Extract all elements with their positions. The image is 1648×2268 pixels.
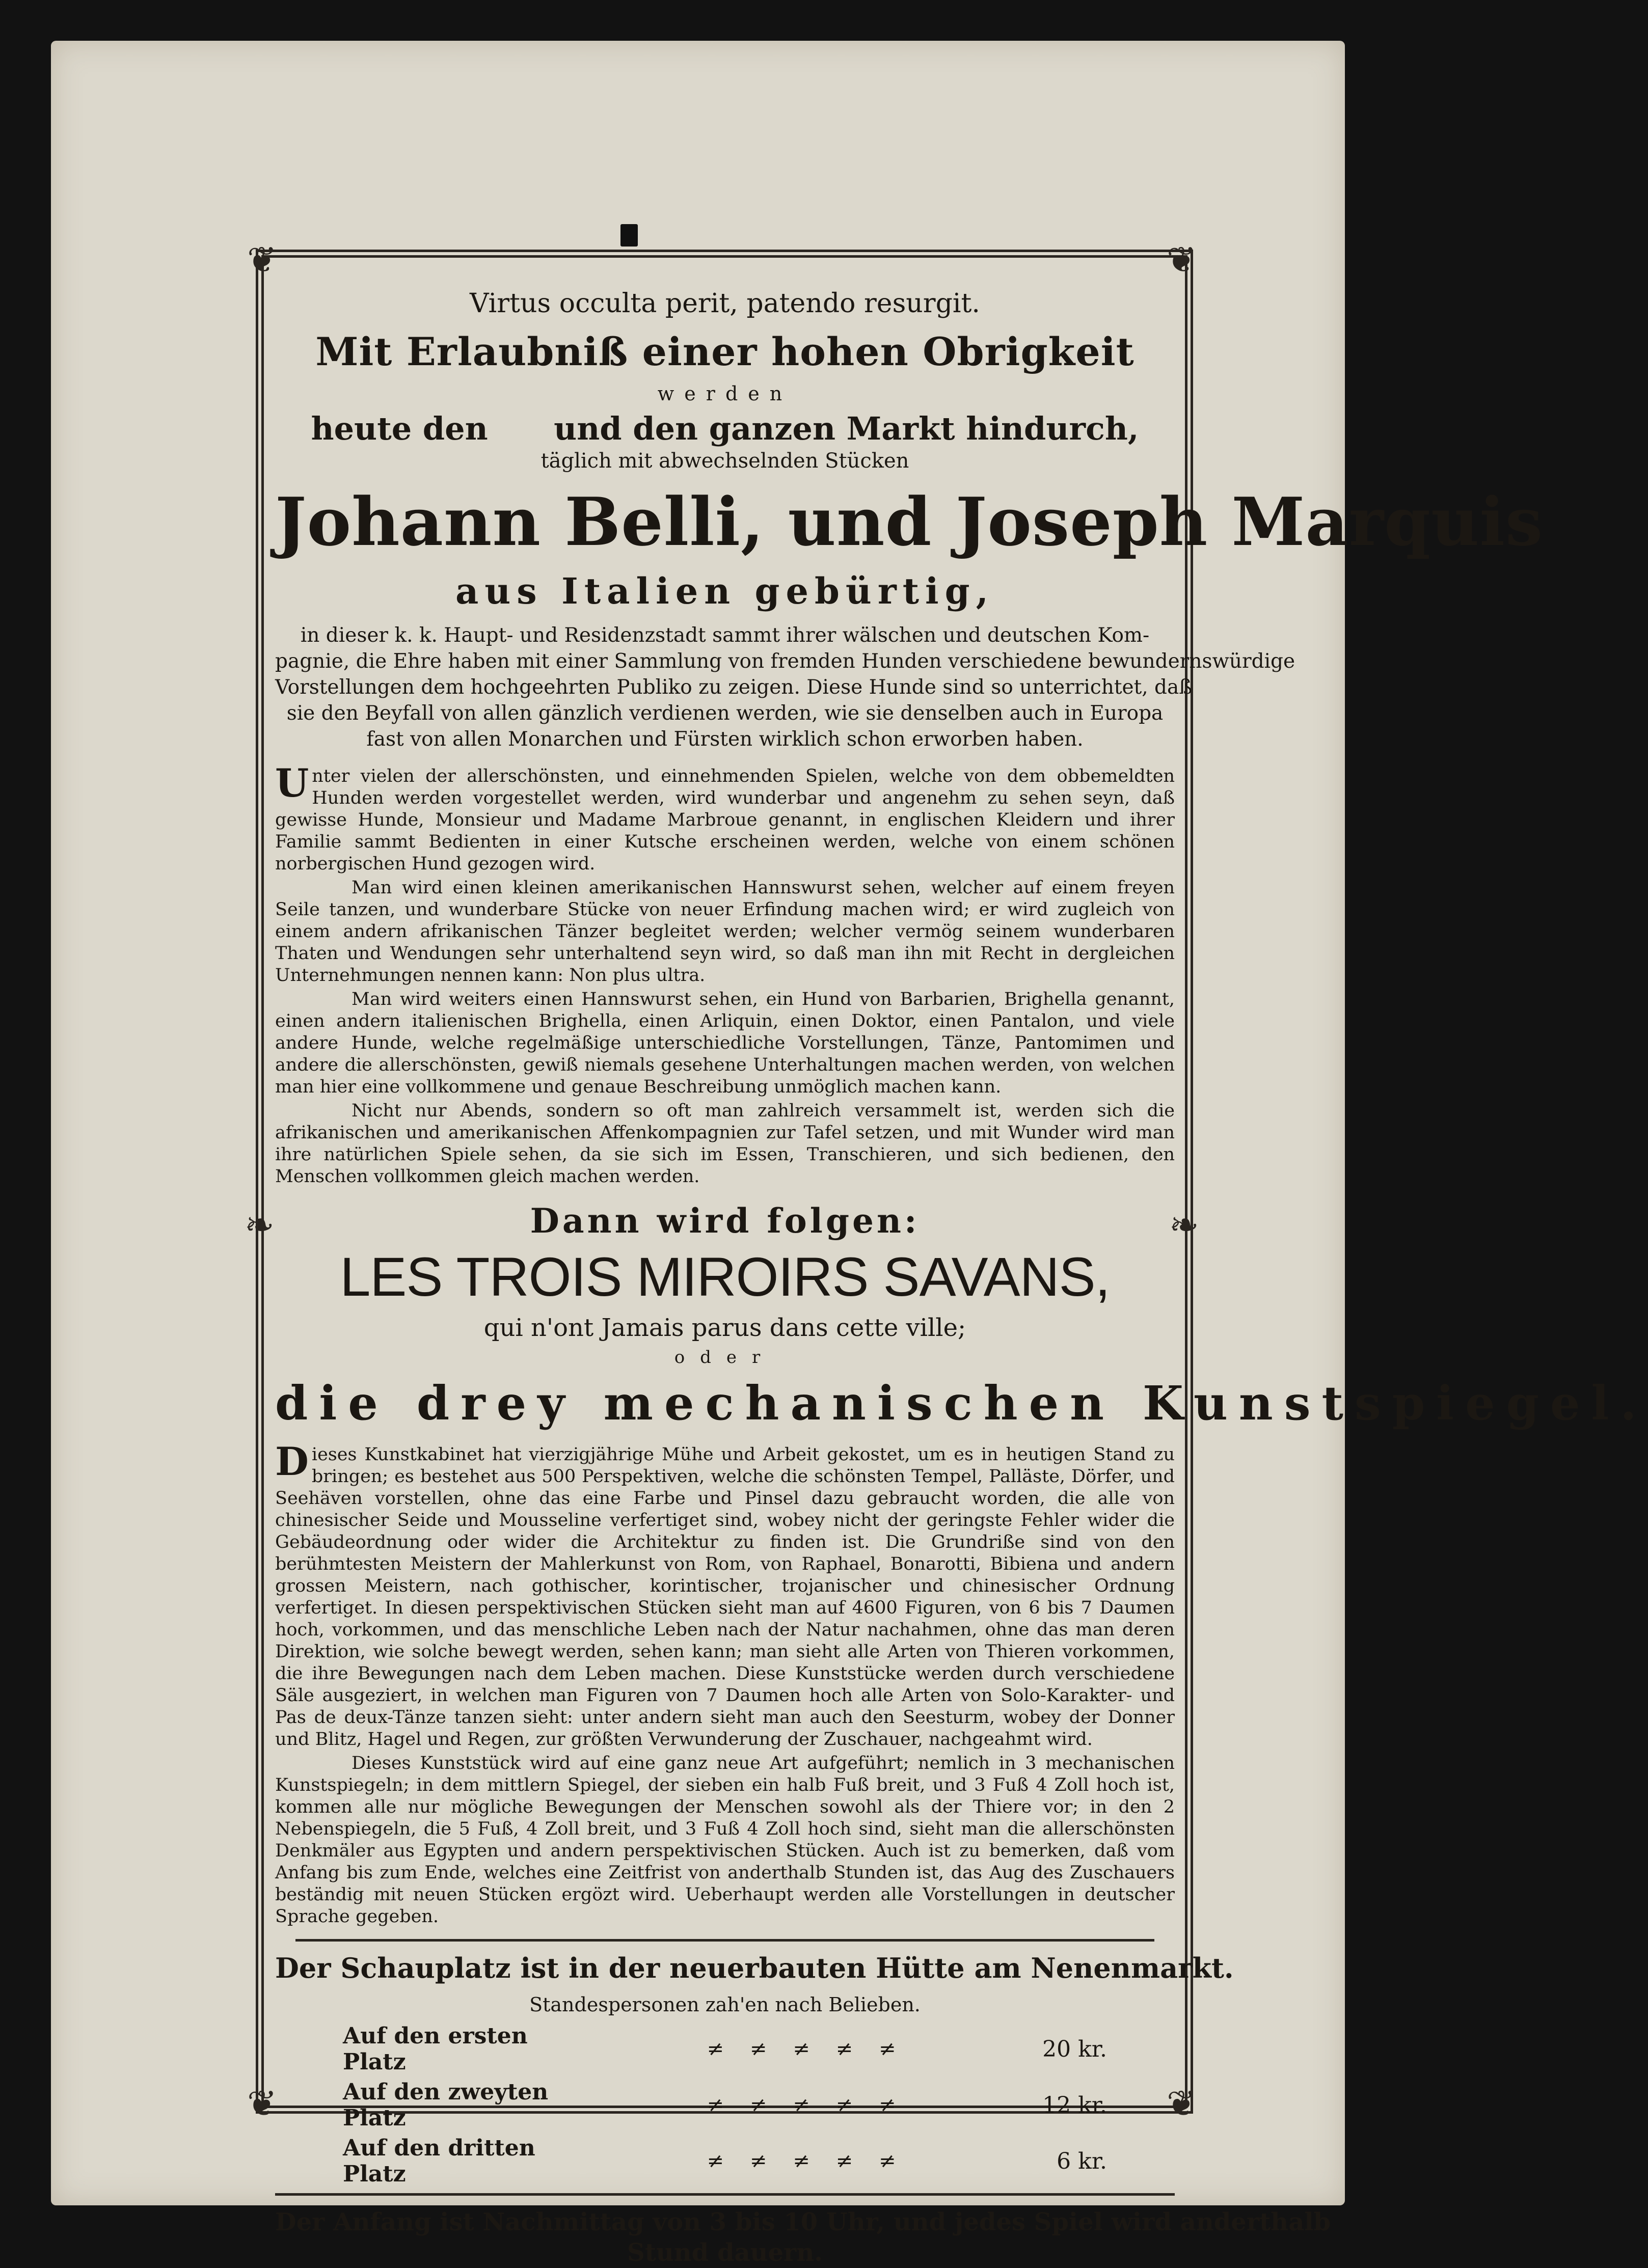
poster-content — [275, 284, 1648, 2267]
mechanical-title: die drey mechanischen Kunstspiegel. — [275, 1376, 1648, 1431]
paragraph: Dieses Kunststück wird auf eine ganz neue Art aufgeführt; nemlich in 3 mechanischen Kunstspiegeln; in dem mittlern Spiegel, der sieben ein halb Fuß breit, und 3 Fuß 4 Zoll hoch ist, kommen alle nur mögliche Bewegungen der Menschen sowohl als der Thiere vor; in den 2 Nebenspiegeln, die 5 Fuß, 4 Zoll breit, und 3 Fuß 4 Zoll hoch sind, sieht man die allerschönsten Denkmäler aus Egypten und andern perspektivischen Stücken. Auch ist zu bemerken, daß vom Anfang bis zum Ende, welches eine Zeitfrist von anderthalb Stunden ist, das Aug des Zuschauers beständig mit neuen Stücken ergözt wird. Ueberhaupt werden alle Vorstellungen in deutscher Sprache gegeben. — [275, 1753, 1175, 1927]
table-row — [343, 2077, 1107, 2133]
corner-ornament-icon: ❦ — [247, 239, 277, 281]
start-line: Stund dauern. — [627, 2238, 823, 2267]
seat-price: 20 kr. — [1042, 2036, 1107, 2062]
persons-line: Standespersonen zah'en nach Belieben. — [529, 1993, 921, 2016]
seat-price: 6 kr. — [1057, 2148, 1107, 2174]
werden-line: werden — [657, 382, 793, 405]
paragraph — [275, 1439, 1175, 1751]
price-table — [343, 2021, 1107, 2189]
table-row — [343, 2021, 1107, 2077]
intro-line: in dieser k. k. Haupt- und Residenzstadt sammt ihrer wälschen und deutschen Kom- — [300, 624, 1150, 647]
divider — [275, 2193, 1175, 2196]
origin-line: aus Italien gebürtig, — [455, 570, 994, 612]
intro-line: sie den Beyfall von allen gänzlich verdienen werden, wie sie denselben auch in Europa — [286, 702, 1164, 725]
intro-line: Vorstellungen dem hochgeehrten Publiko zu zeigen. Diese Hunde sind so unterrichtet, daß — [275, 676, 1193, 699]
follow-heading: Dann wird folgen: — [530, 1201, 920, 1241]
dots: ≠ ≠ ≠ ≠ ≠ — [707, 2149, 896, 2173]
side-ornament-icon: ❧ — [245, 1204, 275, 1246]
start-line: Der Anfang ist Nachmittag von 3 bis 10 Uhr, und jedes Spiel wird anderthalb — [275, 2208, 1331, 2236]
drop-cap: U — [275, 760, 309, 806]
paper-hole — [620, 224, 638, 247]
daily-line: täglich mit abwechselnden Stücken — [541, 449, 909, 473]
intro-line: fast von allen Monarchen und Fürsten wirklich schon erworben haben. — [366, 728, 1084, 751]
paragraph — [275, 760, 1175, 875]
motto: Virtus occulta perit, patendo resurgit. — [470, 288, 980, 319]
miroirs-title: LES TROIS MIROIRS SAVANS, — [340, 1246, 1110, 1307]
side-ornament-icon: ❧ — [1169, 1204, 1199, 1246]
mirror-description — [275, 1439, 1175, 1928]
today-line: heute den und den ganzen Markt hindurch, — [311, 410, 1139, 447]
jamais-line: qui n'ont Jamais parus dans cette ville; — [483, 1314, 966, 1342]
dog-show-description — [275, 760, 1175, 1188]
paper-sheet — [51, 41, 1648, 2267]
drop-cap: D — [275, 1439, 309, 1484]
table-row — [343, 2133, 1107, 2189]
performer-names: Johann Belli, und Joseph Marquis — [275, 483, 1544, 561]
dots: ≠ ≠ ≠ ≠ ≠ — [707, 2093, 896, 2117]
seat-price: 12 kr. — [1042, 2092, 1107, 2118]
intro-line: pagnie, die Ehre haben mit einer Sammlung von fremden Hunden verschiedene bewundernswürdige — [275, 650, 1295, 673]
corner-ornament-icon: ❦ — [1167, 2083, 1197, 2124]
corner-ornament-icon: ❦ — [247, 2083, 277, 2124]
paragraph: Nicht nur Abends, sondern so oft man zahlreich versammelt ist, werden sich die afrikanischen und amerikanischen Affenkompagnien zur Tafel setzen, und mit Wunder wird man ihre natürlichen Spiele sehen, da sie sich im Essen, Transchieren, und sich bedienen, den Menschen vollkommen gleich machen werden. — [275, 1101, 1175, 1187]
dots: ≠ ≠ ≠ ≠ ≠ — [707, 2037, 896, 2061]
divider — [295, 1939, 1154, 1942]
start-notice — [275, 2207, 1331, 2268]
paragraph-text: nter vielen der allerschönsten, und einnehmenden Spielen, welche von dem obbemeldten Hunden werden vorgestellet werden, wird wunderbar und angenehm zu sehen seyn, daß gewisse Hunde, Monsieur und Madame Marbroue genannt, in englischen Kleidern und ihrer Familie sammt Bedienten in einer Kutsche erscheinen werden, welche von einem schönen norbergischen Hund gezogen wird. — [275, 766, 1175, 874]
corner-ornament-icon: ❦ — [1167, 239, 1197, 281]
permit-heading: Mit Erlaubniß einer hohen Obrigkeit — [315, 329, 1134, 374]
paragraph: Man wird einen kleinen amerikanischen Hannswurst sehen, welcher auf einem freyen Seile tanzen, und wunderbare Stücke von neuer Erfindung machen wird; er wird zugleich von einem andern afrikanischen Tänzer begleitet werden; welcher vermög seinem wunderbaren Thaten und Wendungen sehr unterhaltend seyn wird, so daß man ihn mit Recht in dergleichen Unternehmungen nennen kann: Non plus ultra. — [275, 878, 1175, 986]
paragraph: Man wird weiters einen Hannswurst sehen, ein Hund von Barbarien, Brighella genannt, einen andern italienischen Brighella, einen Arliquin, einen Doktor, einen Pantalon, und viele andere Hunde, welche regelmäßige unterschiedliche Vorstellungen, Tänze, Pantomimen und andere die allerschönsten, gewiß niemals gesehene Unterhaltungen machen werden, von welchen man hier eine vollkommene und genaue Beschreibung unmöglich machen kann. — [275, 989, 1175, 1097]
seat-label: Auf den dritten Platz — [343, 2135, 535, 2187]
intro-block — [275, 622, 1295, 752]
oder-line: oder — [674, 1347, 776, 1368]
venue-line: Der Schauplatz ist in der neuerbauten Hütte am Nenenmarkt. — [275, 1952, 1234, 1984]
seat-label: Auf den zweyten Platz — [343, 2079, 549, 2131]
paragraph-text: ieses Kunstkabinet hat vierzigjährige Mühe und Arbeit gekostet, um es in heutigen Stand zu bringen; es bestehet aus 500 Perspektiven, welche die schönsten Tempel, Palläste, Dörfer, und Seehäven vorstellen, ohne das eine Farbe und Pinsel dazu gebraucht worden, die alle von chinesischer Seide und Mousseline verfertiget sind, wobey nicht der geringste Fehler wider die Gebäudeordnung oder wider die Architektur zu finden ist. Die Grundriße sind von den berühmtesten Meistern der Mahlerkunst von Rom, von Raphael, Bonarotti, Bibiena und andern grossen Meistern, nach gothischer, korintischer, trojanischer und chinesischer Ordnung verfertiget. In diesen perspektivischen Stücken sieht man auf 4600 Figuren, von 6 bis 7 Daumen hoch, vorkommen, und das menschliche Leben nach der Natur nachahmen, ohne das man deren Direktion, wie solche bewegt werden, sehen kann; man sieht alle Arten von Thieren vorkommen, die ihre Bewegungen nach dem Leben machen. Diese Kunststücke werden durch verschiedene Säle ausgeziert, in welchen man Figuren von 7 Daumen hoch alle Arten von Solo-Karakter- und Pas de deux-Tänze tanzen sieht: unter andern sieht man auch den Seesturm, wobey der Donner und Blitz, Hagel und Regen, zur größten Verwunderung der Zuschauer, nachgeahmt wird. — [275, 1444, 1175, 1750]
seat-label: Auf den ersten Platz — [343, 2023, 528, 2075]
